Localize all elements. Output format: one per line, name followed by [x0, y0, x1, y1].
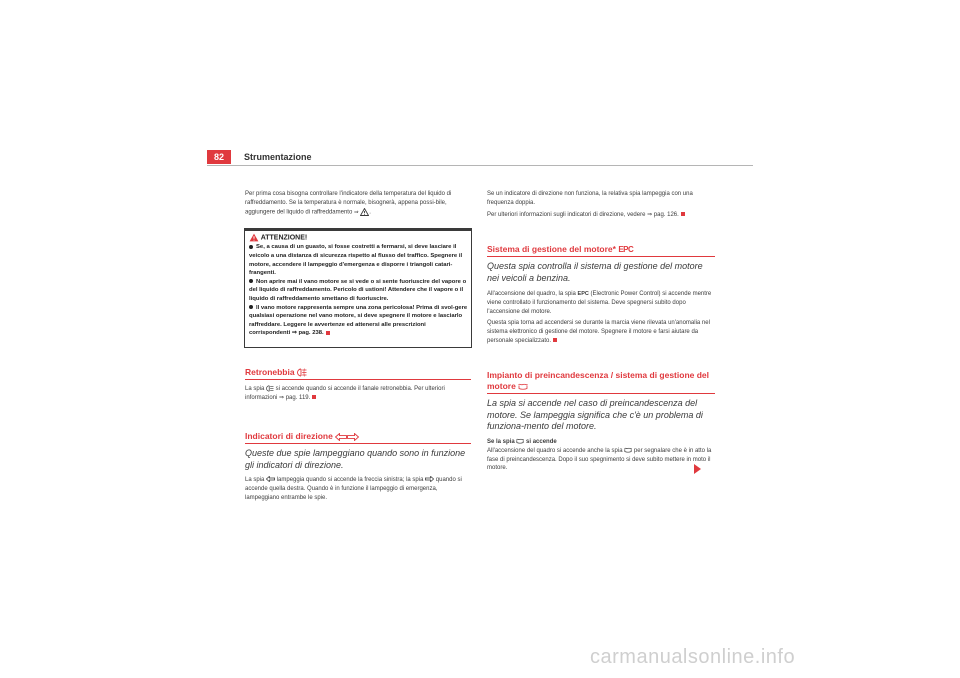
- section-heading-epc: [487, 244, 715, 255]
- paragraph-text: La spia: [245, 386, 267, 393]
- turn-lead: Queste due spie lampeggiano quando sono in funzione gli indicatori di direzione.: [245, 448, 466, 470]
- bullet-icon: [249, 305, 253, 309]
- epc-icon: EPC: [577, 291, 589, 297]
- warning-item-text: Non aprire mai il vano motore se si vede o si sente fuoriuscire del vapore o del liquido di raffreddamento. Pericolo di ustioni! Attendere che il vapore o il liquido di raffreddamento smettano di fuoriuscire.: [249, 278, 467, 302]
- intro-text: Per prima cosa bisogna controllare l'indicatore della temperatura del liquido di raffreddamento. Se la temperatura è normale, bisognerà, appena possi-bile, aggiungere del liquido di raffreddamento: [245, 191, 452, 216]
- warning-item: [249, 243, 468, 277]
- page-number: 82: [207, 150, 231, 164]
- next-page-arrow-icon[interactable]: [694, 464, 701, 474]
- paragraph-text: Se un indicatore di direzione non funziona, la relativa spia lampeggia con una frequenza doppia.: [487, 191, 693, 206]
- warning-item-text: Il vano motore rappresenta sempre una zona pericolosa! Prima di svol-gere qualsiasi operazione nel vano motore, si deve spegnere il motore e lasciarlo raffreddare. Leggere le avvertenze ed attenersi alle prescrizioni corrispondenti: [249, 304, 468, 337]
- turn-right-arrow-icon: [425, 477, 434, 483]
- paragraph-text: per segnalare che è in atto la fase di preincandescenza. Dopo il suo spegnimento si deve subito mettere in moto il motore.: [487, 447, 712, 472]
- paragraph-text: All'accensione del quadro si accende anche la spia: [487, 447, 625, 454]
- heading-divider: [487, 393, 715, 394]
- paragraph-text: La spia: [245, 477, 267, 483]
- heading-text: Indicatori di direzione: [245, 431, 333, 441]
- watermark: carmanualsonline.info: [590, 646, 796, 668]
- glow-plug-icon: [518, 381, 528, 391]
- page-reference[interactable]: ⇒ pag. 238.: [291, 330, 324, 337]
- warning-item: [249, 278, 468, 304]
- chapter-title: Strumentazione: [244, 152, 312, 162]
- rear-fog-light-icon: [297, 367, 307, 377]
- section-heading-fog: [245, 367, 471, 378]
- paragraph-text: quando si accende quella destra. Quando è in funzione il lampeggio di emergenza, lampeggiano entrambe le spie.: [245, 477, 462, 501]
- heading-text: Impianto di preincandescenza / sistema di gestione del motore: [487, 370, 710, 391]
- intro-paragraph: Per prima cosa bisogna controllare l'indicatore della temperatura del liquido di raffreddamento. Se la temperatura è normale, bisognerà, appena possi-bile, aggiungere del liquido di raffreddamento ⇒ .: [245, 191, 452, 216]
- paragraph-text: si accende quando si accende il fanale retronebbia. Per ulteriori informazioni ⇒ pag. 119.: [245, 386, 445, 401]
- turn-right-arrow-icon: [347, 431, 359, 441]
- bullet-icon: [249, 245, 253, 249]
- heading-divider: [245, 379, 471, 380]
- paragraph-text: All'accensione del quadro, la spia: [487, 291, 578, 297]
- warning-item: [249, 304, 468, 338]
- epc-body: [487, 290, 715, 346]
- paragraph: [487, 319, 715, 345]
- epc-icon: EPC: [618, 245, 634, 254]
- paragraph-text: (Electronic Power Control) si accende mentre viene controllato il funzionamento del sistema. Deve spegnersi subito dopo l'accensione del motore.: [487, 291, 712, 315]
- subheading-text: si accende: [524, 439, 557, 445]
- warning-item-text: Se, a causa di un guasto, si fosse costretti a fermarsi, si deve lasciare il veicolo a una distanza di sicurezza rispetto al flusso del traffico. Spegnere il motore, accendere il lampeggio d'emergenza e disporre i triangoli catari-frangenti.: [249, 244, 463, 277]
- warning-triangle-icon: [249, 234, 259, 241]
- heading-divider: [487, 256, 715, 257]
- heading-text: Retronebbia: [245, 367, 295, 377]
- turn-paragraph: [245, 476, 471, 502]
- end-mark-icon: [681, 212, 685, 216]
- section-heading-glow: [487, 370, 715, 392]
- end-mark-icon: [326, 331, 330, 335]
- rear-fog-light-icon: [266, 386, 274, 392]
- turn-left-arrow-icon: [335, 431, 347, 441]
- paragraph: [487, 211, 715, 220]
- bullet-icon: [249, 279, 253, 283]
- warning-list: [249, 243, 468, 338]
- end-mark-icon: [312, 395, 316, 399]
- warning-header: [249, 233, 468, 242]
- glow-subheading: [487, 438, 715, 447]
- heading-text: Sistema di gestione del motore*: [487, 244, 616, 254]
- fog-paragraph: [245, 385, 471, 403]
- paragraph-text: Per ulteriori informazioni sugli indicatori di direzione, vedere ⇒ pag. 126.: [487, 211, 679, 218]
- header-divider: [207, 165, 753, 166]
- warning-title: ATTENZIONE!: [260, 234, 308, 242]
- paragraph: [487, 290, 715, 316]
- paragraph-text: Questa spia torna ad accendersi se durante la marcia viene rilevata un'anomalia nel sistema elettronico di gestione del motore. Spegnere il motore e farsi aiutare da personale specializzato.: [487, 320, 710, 344]
- warning-box: [244, 228, 472, 348]
- glow-body: [487, 438, 715, 473]
- turn-continued: [487, 190, 715, 219]
- paragraph-text: lampeggia quando si accende la freccia sinistra; la spia: [275, 477, 426, 483]
- heading-divider: [245, 443, 471, 444]
- end-mark-icon: [553, 338, 557, 342]
- paragraph: [487, 447, 715, 473]
- subheading-text: Se la spia: [487, 439, 517, 445]
- turn-left-arrow-icon: [266, 477, 275, 483]
- section-heading-turn: [245, 431, 471, 442]
- warning-triangle-icon: [360, 209, 369, 215]
- epc-lead: Questa spia controlla il sistema di gestione del motore nei veicoli a benzina.: [487, 261, 703, 283]
- glow-lead: La spia si accende nel caso di preincandescenza del motore. Se lampeggia significa che c'è un problema di funziona-mento del motore.: [487, 398, 703, 431]
- reference-arrow: ⇒: [353, 209, 359, 216]
